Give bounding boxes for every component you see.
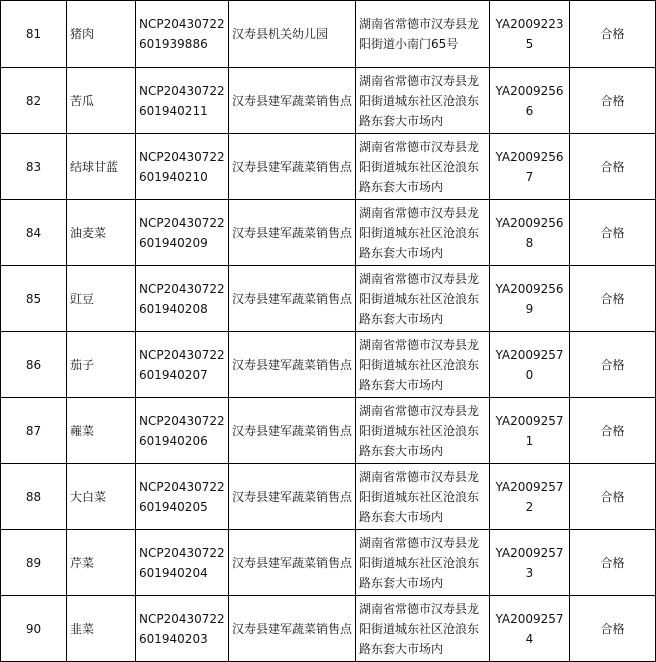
row-number: 88 [1,464,67,530]
sample-code: NCP20430722601940205 [136,464,229,530]
inspection-result: 合格 [570,68,656,134]
table-row [1,596,656,662]
unit-address: 湖南省常德市汉寿县龙阳街道城东社区沧浪东路东套大市场内 [356,200,490,266]
unit-address: 湖南省常德市汉寿县龙阳街道城东社区沧浪东路东套大市场内 [356,134,490,200]
table-row [1,134,656,200]
sample-name: 韭菜 [67,596,136,662]
sample-code: NCP20430722601940210 [136,134,229,200]
inspected-unit: 汉寿县建军蔬菜销售点 [229,332,356,398]
sample-name: 苦瓜 [67,68,136,134]
sample-name: 猪肉 [67,1,136,68]
unit-address: 湖南省常德市汉寿县龙阳街道城东社区沧浪东路东套大市场内 [356,266,490,332]
report-number: YA20092569 [490,266,570,332]
inspected-unit: 汉寿县建军蔬菜销售点 [229,134,356,200]
report-number: YA20092570 [490,332,570,398]
table-row [1,332,656,398]
table-row [1,200,656,266]
sample-code: NCP20430722601940204 [136,530,229,596]
sample-code: NCP20430722601939886 [136,1,229,68]
table-row [1,398,656,464]
inspection-result: 合格 [570,134,656,200]
inspection-result: 合格 [570,464,656,530]
table-row [1,68,656,134]
unit-address: 湖南省常德市汉寿县龙阳街道城东社区沧浪东路东套大市场内 [356,464,490,530]
sample-name: 油麦菜 [67,200,136,266]
row-number: 90 [1,596,67,662]
report-number: YA20092568 [490,200,570,266]
inspected-unit: 汉寿县建军蔬菜销售点 [229,266,356,332]
unit-address: 湖南省常德市汉寿县龙阳街道城东社区沧浪东路东套大市场内 [356,530,490,596]
row-number: 86 [1,332,67,398]
unit-address: 湖南省常德市汉寿县龙阳街道小南门65号 [356,1,490,68]
table-row [1,266,656,332]
report-number: YA20092572 [490,464,570,530]
report-number: YA20092571 [490,398,570,464]
row-number: 81 [1,1,67,68]
sample-name: 蕹菜 [67,398,136,464]
inspection-result: 合格 [570,398,656,464]
sample-name: 芹菜 [67,530,136,596]
inspection-result: 合格 [570,530,656,596]
sample-code: NCP20430722601940208 [136,266,229,332]
inspection-result: 合格 [570,596,656,662]
table-row [1,464,656,530]
inspected-unit: 汉寿县建军蔬菜销售点 [229,68,356,134]
sample-code: NCP20430722601940209 [136,200,229,266]
inspected-unit: 汉寿县机关幼儿园 [229,1,356,68]
report-number: YA20092573 [490,530,570,596]
row-number: 82 [1,68,67,134]
row-number: 84 [1,200,67,266]
report-number: YA20092566 [490,68,570,134]
sample-name: 豇豆 [67,266,136,332]
sample-code: NCP20430722601940203 [136,596,229,662]
inspection-result: 合格 [570,266,656,332]
report-number: YA20092574 [490,596,570,662]
row-number: 87 [1,398,67,464]
table-body [1,1,656,662]
inspection-result: 合格 [570,200,656,266]
unit-address: 湖南省常德市汉寿县龙阳街道城东社区沧浪东路东套大市场内 [356,332,490,398]
inspection-result: 合格 [570,332,656,398]
inspected-unit: 汉寿县建军蔬菜销售点 [229,398,356,464]
unit-address: 湖南省常德市汉寿县龙阳街道城东社区沧浪东路东套大市场内 [356,596,490,662]
sample-code: NCP20430722601940207 [136,332,229,398]
inspected-unit: 汉寿县建军蔬菜销售点 [229,530,356,596]
row-number: 89 [1,530,67,596]
sample-name: 结球甘蓝 [67,134,136,200]
inspection-result: 合格 [570,1,656,68]
unit-address: 湖南省常德市汉寿县龙阳街道城东社区沧浪东路东套大市场内 [356,398,490,464]
row-number: 83 [1,134,67,200]
unit-address: 湖南省常德市汉寿县龙阳街道城东社区沧浪东路东套大市场内 [356,68,490,134]
report-number: YA20092567 [490,134,570,200]
report-number: YA20092235 [490,1,570,68]
inspected-unit: 汉寿县建军蔬菜销售点 [229,596,356,662]
sample-code: NCP20430722601940211 [136,68,229,134]
sample-name: 大白菜 [67,464,136,530]
table-row [1,1,656,68]
inspected-unit: 汉寿县建军蔬菜销售点 [229,200,356,266]
table-row [1,530,656,596]
row-number: 85 [1,266,67,332]
sample-code: NCP20430722601940206 [136,398,229,464]
sample-name: 茄子 [67,332,136,398]
inspected-unit: 汉寿县建军蔬菜销售点 [229,464,356,530]
